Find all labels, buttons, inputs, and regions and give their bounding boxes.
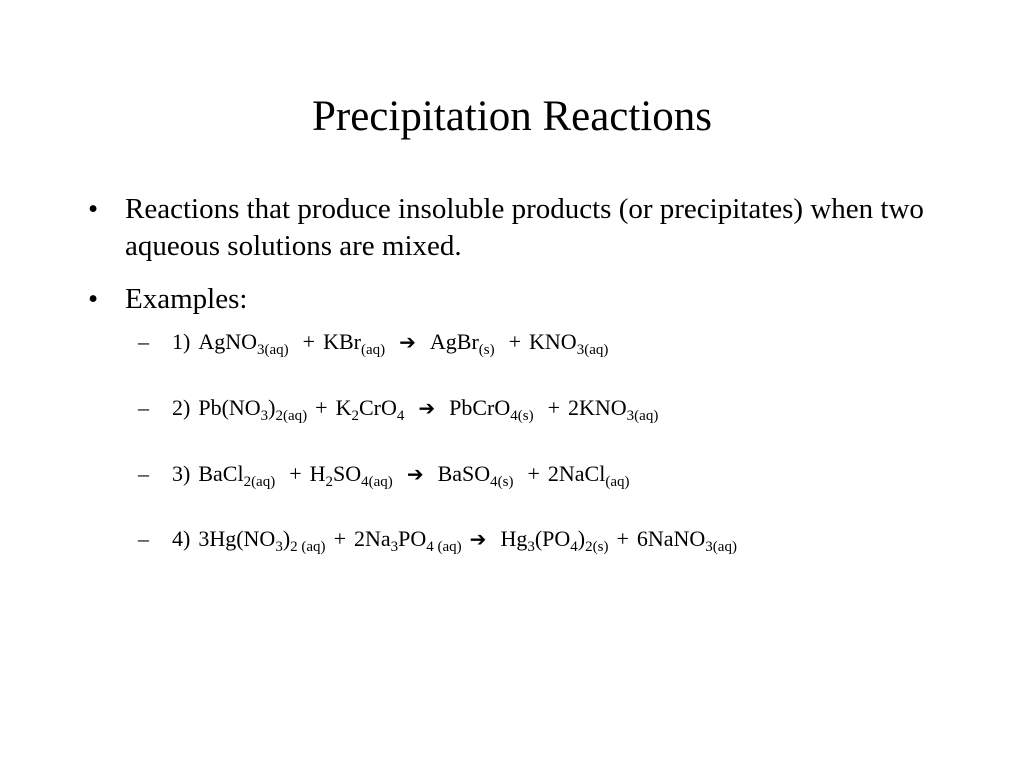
- reaction-equation: [172, 459, 630, 489]
- slide-title: Precipitation Reactions: [311, 93, 713, 140]
- sub-bullet-dash: –: [138, 461, 149, 486]
- plus-sign: +: [527, 461, 540, 486]
- product: 2NaCl: [547, 461, 606, 486]
- reaction-number: 1): [172, 329, 191, 354]
- reactant: Pb(NO: [198, 395, 261, 420]
- reaction-arrow-icon: ➔: [406, 462, 424, 486]
- bullet-marker: •: [88, 193, 99, 225]
- subscript: 3: [390, 539, 399, 555]
- reactant: KBr: [323, 329, 361, 354]
- subscript: 3: [260, 408, 269, 424]
- product: ): [577, 526, 586, 551]
- bullet-marker: •: [88, 283, 99, 315]
- bullet-text: Examples:: [125, 283, 248, 315]
- product: PbCrO: [449, 395, 511, 420]
- reactant: BaCl: [198, 461, 244, 486]
- sub-bullet-dash: –: [138, 395, 149, 420]
- subscript: 2: [325, 474, 334, 490]
- plus-sign: +: [616, 526, 629, 551]
- plus-sign: +: [547, 395, 560, 420]
- reactant: ): [282, 526, 291, 551]
- sub-bullet-dash: –: [138, 329, 149, 354]
- reaction-number: 2): [172, 395, 191, 420]
- reaction-equation: [172, 393, 658, 423]
- subscript: 4: [396, 408, 405, 424]
- reactant: PO: [398, 526, 427, 551]
- reactant: AgNO: [198, 329, 257, 354]
- subscript: (aq): [360, 342, 386, 358]
- reaction-number: 3): [172, 461, 191, 486]
- product: (PO: [534, 526, 571, 551]
- subscript: 2 (aq): [290, 539, 326, 555]
- reactant: SO: [333, 461, 362, 486]
- subscript: 4(s): [490, 474, 514, 490]
- reactant: K: [335, 395, 352, 420]
- plus-sign: +: [508, 329, 522, 354]
- product: 2KNO: [568, 395, 627, 420]
- reaction-arrow-icon: ➔: [469, 527, 487, 551]
- product: BaSO: [437, 461, 491, 486]
- subscript: 3(aq): [705, 539, 737, 555]
- reactant: 2Na: [353, 526, 391, 551]
- subscript: 2: [351, 408, 359, 424]
- subscript: 3: [275, 539, 283, 555]
- subscript: 3(aq): [626, 408, 659, 424]
- subscript: 3: [527, 539, 535, 555]
- product: KNO: [529, 329, 577, 354]
- subscript: (s): [478, 342, 495, 358]
- subscript: 2(s): [585, 539, 609, 555]
- reactant: CrO: [358, 395, 397, 420]
- subscript: 3(aq): [257, 342, 289, 358]
- reactant: 3Hg(NO: [198, 526, 276, 551]
- reaction-equation: [172, 524, 737, 554]
- reaction-number: 4): [172, 526, 191, 551]
- subscript: 4(aq): [361, 474, 393, 490]
- reaction-arrow-icon: ➔: [418, 396, 436, 420]
- product: 6NaNO: [636, 526, 706, 551]
- reaction-arrow-icon: ➔: [399, 330, 416, 354]
- reaction-equation: [172, 327, 608, 357]
- plus-sign: +: [333, 526, 346, 551]
- bullet-text: Reactions that produce insoluble products (or precipitates) when two aqueous solutions are mixed.: [125, 193, 924, 262]
- reactant: ): [268, 395, 276, 420]
- subscript: 2(aq): [275, 408, 308, 424]
- subscript: 4(s): [510, 408, 534, 424]
- product: Hg: [500, 526, 528, 551]
- sub-bullet-dash: –: [138, 526, 149, 551]
- subscript: 4: [570, 539, 578, 555]
- subscript: (aq): [605, 474, 630, 490]
- plus-sign: +: [302, 329, 316, 354]
- product: AgBr: [429, 329, 479, 354]
- subscript: 4 (aq): [426, 539, 462, 555]
- plus-sign: +: [289, 461, 302, 486]
- plus-sign: +: [315, 395, 328, 420]
- subscript: 3(aq): [576, 342, 609, 358]
- reactant: H: [309, 461, 326, 486]
- subscript: 2(aq): [243, 474, 276, 490]
